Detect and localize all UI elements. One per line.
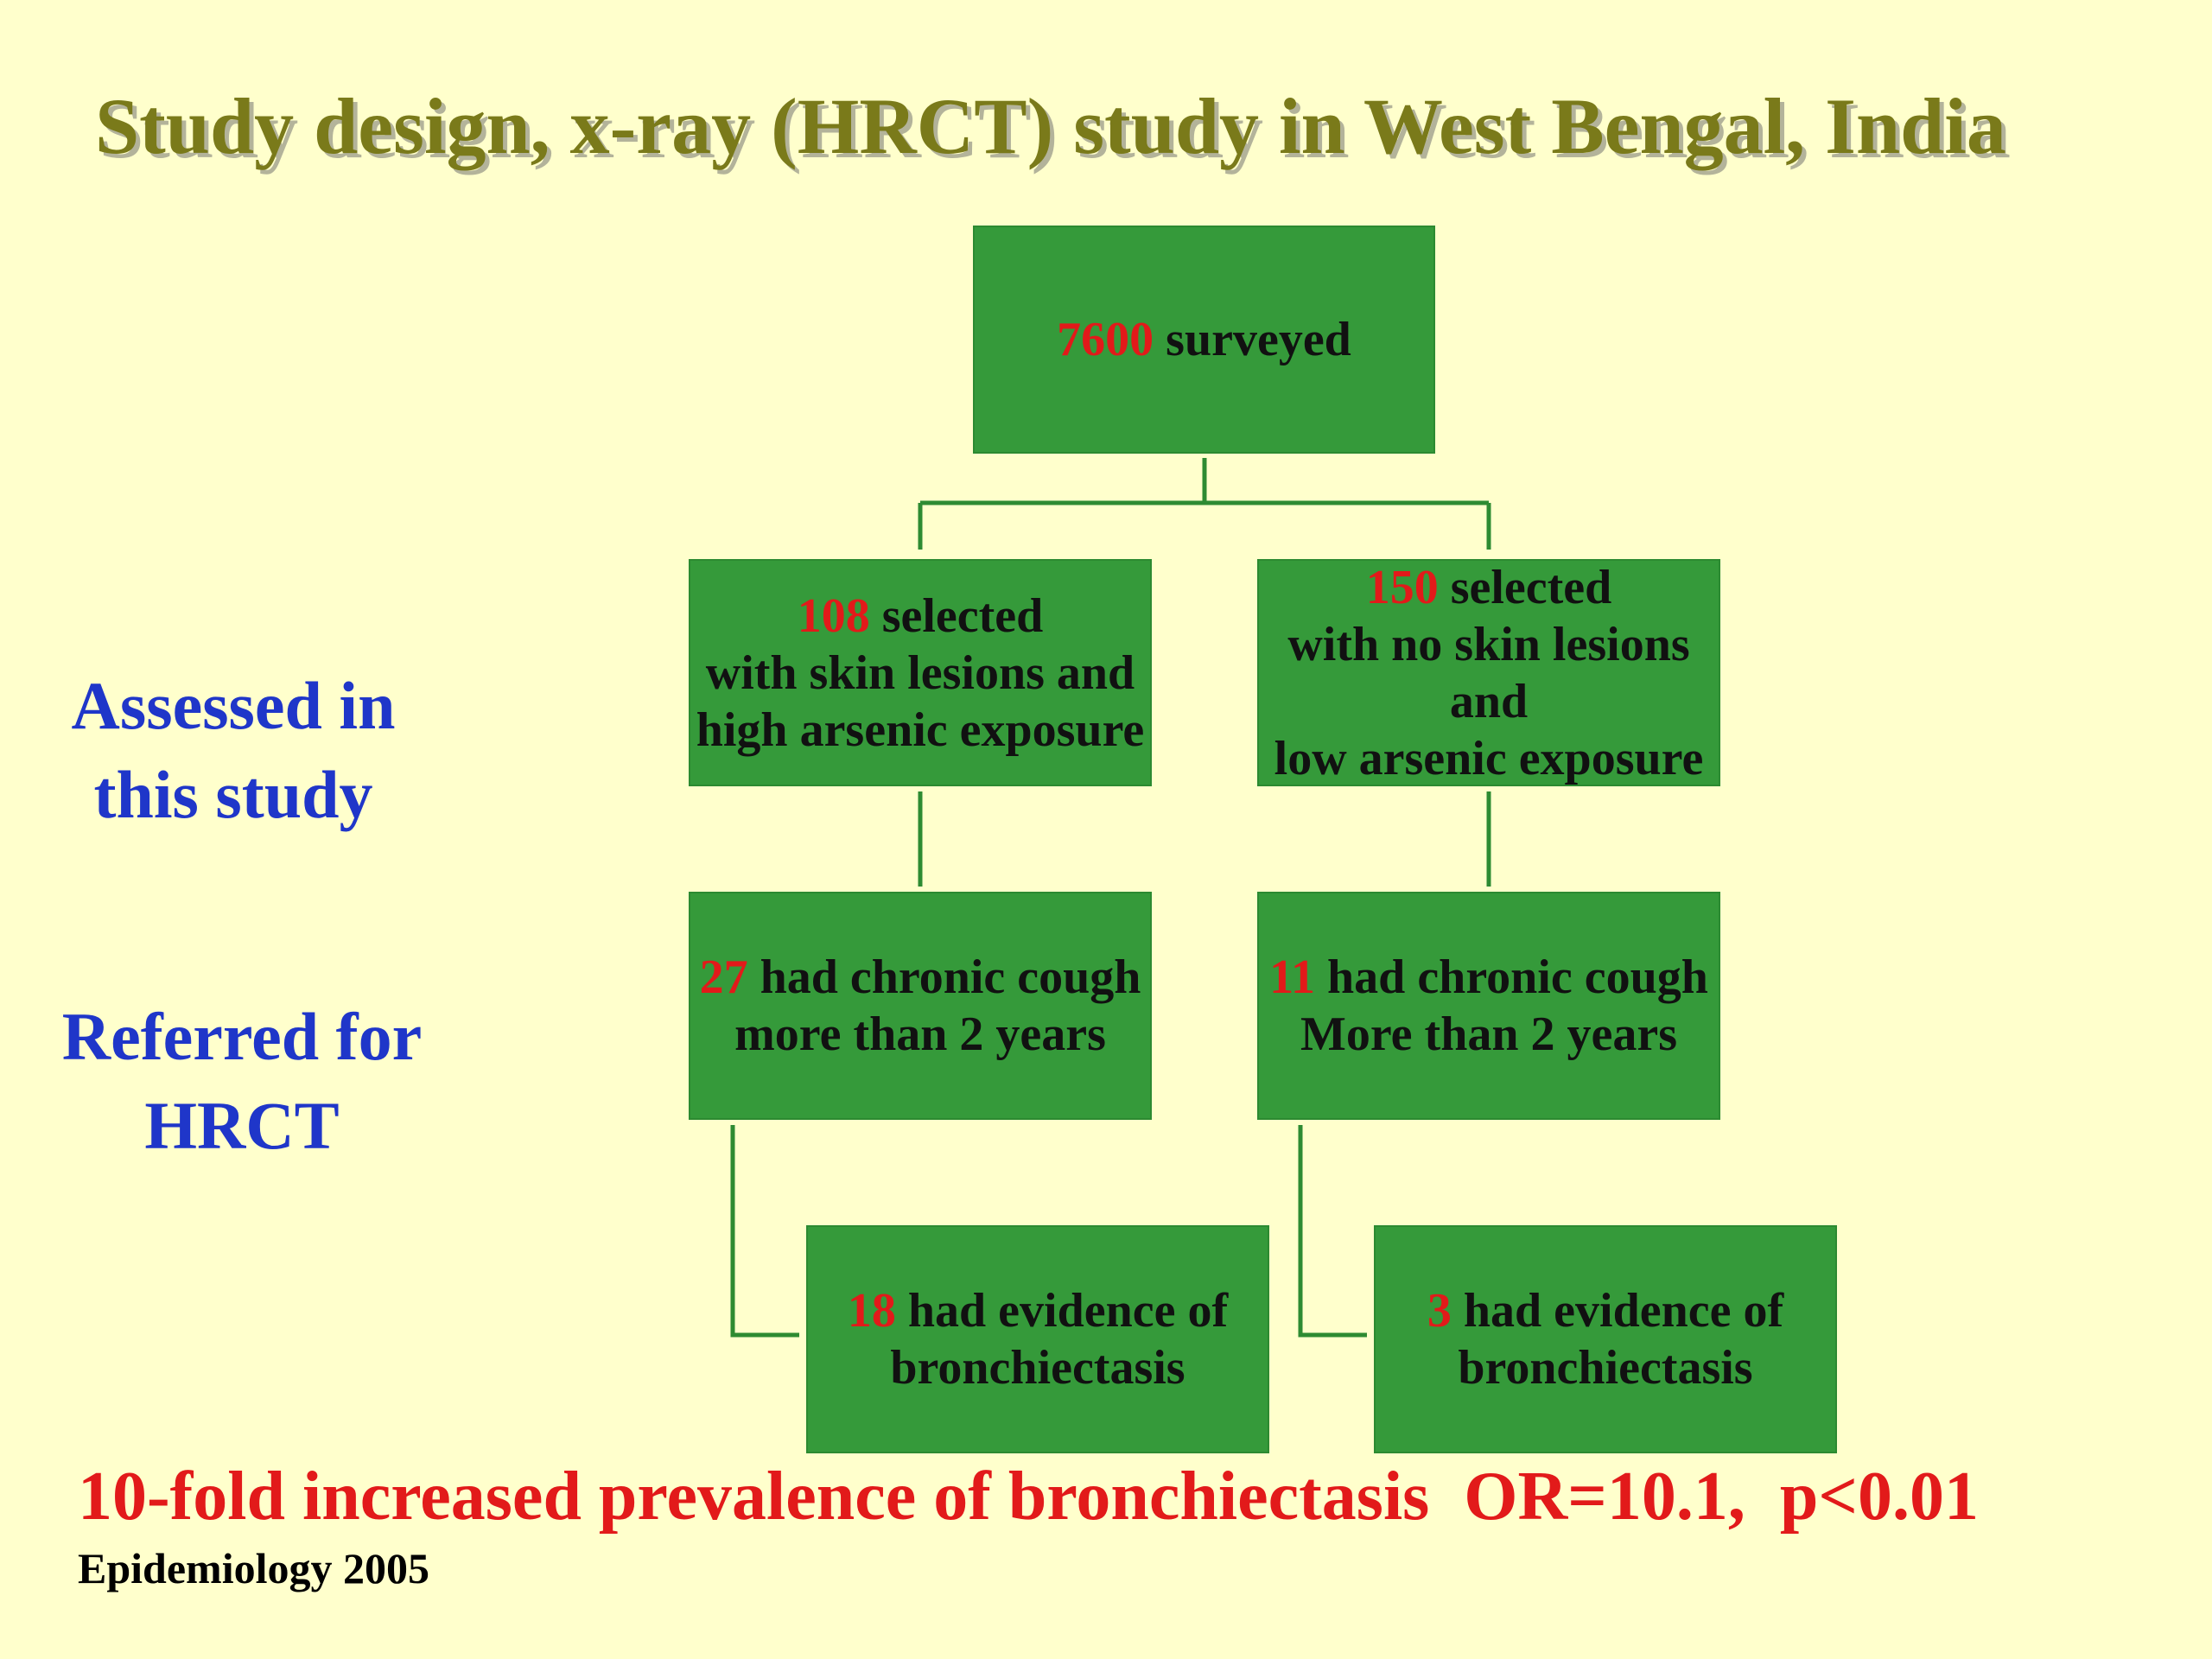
box-right-bronchiectasis-line-1: had evidence of: [1451, 1284, 1784, 1338]
box-left-bronchiectasis: [806, 1225, 1269, 1453]
box-right-bronchiectasis-number: 3: [1427, 1284, 1452, 1338]
box-right-selected-line-4: low arsenic exposure: [1274, 731, 1704, 785]
box-left-bronchiectasis-number: 18: [847, 1284, 896, 1338]
box-left-bronchiectasis-line-1: had evidence of: [895, 1284, 1229, 1338]
box-left-cough-line-2: more than 2 years: [734, 1007, 1106, 1061]
box-left-selected-line-2: with skin lesions and: [705, 645, 1135, 700]
box-right-selected-number: 150: [1365, 560, 1439, 614]
box-right-selected-line-1: selected: [1438, 560, 1612, 614]
box-left-cough-line-1: had chronic cough: [747, 950, 1141, 1004]
box-right-selected: [1257, 559, 1720, 786]
box-surveyed-text: surveyed: [1154, 313, 1351, 366]
box-left-cough: [689, 892, 1152, 1120]
box-left-selected-number: 108: [797, 588, 870, 643]
box-right-cough-line-2: More than 2 years: [1300, 1007, 1677, 1061]
assessed-label-line-1: Assessed in: [71, 668, 396, 743]
connector-right-cough-to-bronch: [1300, 1125, 1367, 1335]
box-right-bronchiectasis: [1374, 1225, 1837, 1453]
box-left-selected-line-1: selected: [869, 588, 1044, 643]
referred-label-line-1: Referred for: [61, 999, 423, 1074]
assessed-label-line-2: this study: [93, 757, 373, 832]
box-right-cough-number: 11: [1269, 950, 1316, 1004]
box-left-selected-line-3: high arsenic exposure: [696, 702, 1145, 757]
box-right-cough: [1257, 892, 1720, 1120]
connector-left-cough-to-bronch: [733, 1125, 799, 1335]
box-surveyed: [973, 226, 1435, 454]
conclusion-text: 10-fold increased prevalence of bronchiectasis OR=10.1, p<0.01: [78, 1459, 1979, 1535]
slide-title: Study design, x-ray (HRCT) study in West Bengal, India: [95, 82, 2006, 170]
connector-root-split: [920, 458, 1489, 550]
box-left-cough-number: 27: [699, 950, 748, 1004]
box-right-selected-line-3: and: [1449, 674, 1529, 728]
referred-label-line-2: HRCT: [144, 1088, 340, 1163]
box-right-selected-line-2: with no skin lesions: [1287, 617, 1690, 671]
box-right-cough-line-1: had chronic cough: [1315, 950, 1708, 1004]
box-left-bronchiectasis-line-2: bronchiectasis: [890, 1341, 1185, 1395]
box-surveyed-number: 7600: [1057, 313, 1154, 366]
box-left-selected: [689, 559, 1152, 786]
citation-text: Epidemiology 2005: [78, 1544, 429, 1592]
box-right-bronchiectasis-line-2: bronchiectasis: [1458, 1341, 1753, 1395]
